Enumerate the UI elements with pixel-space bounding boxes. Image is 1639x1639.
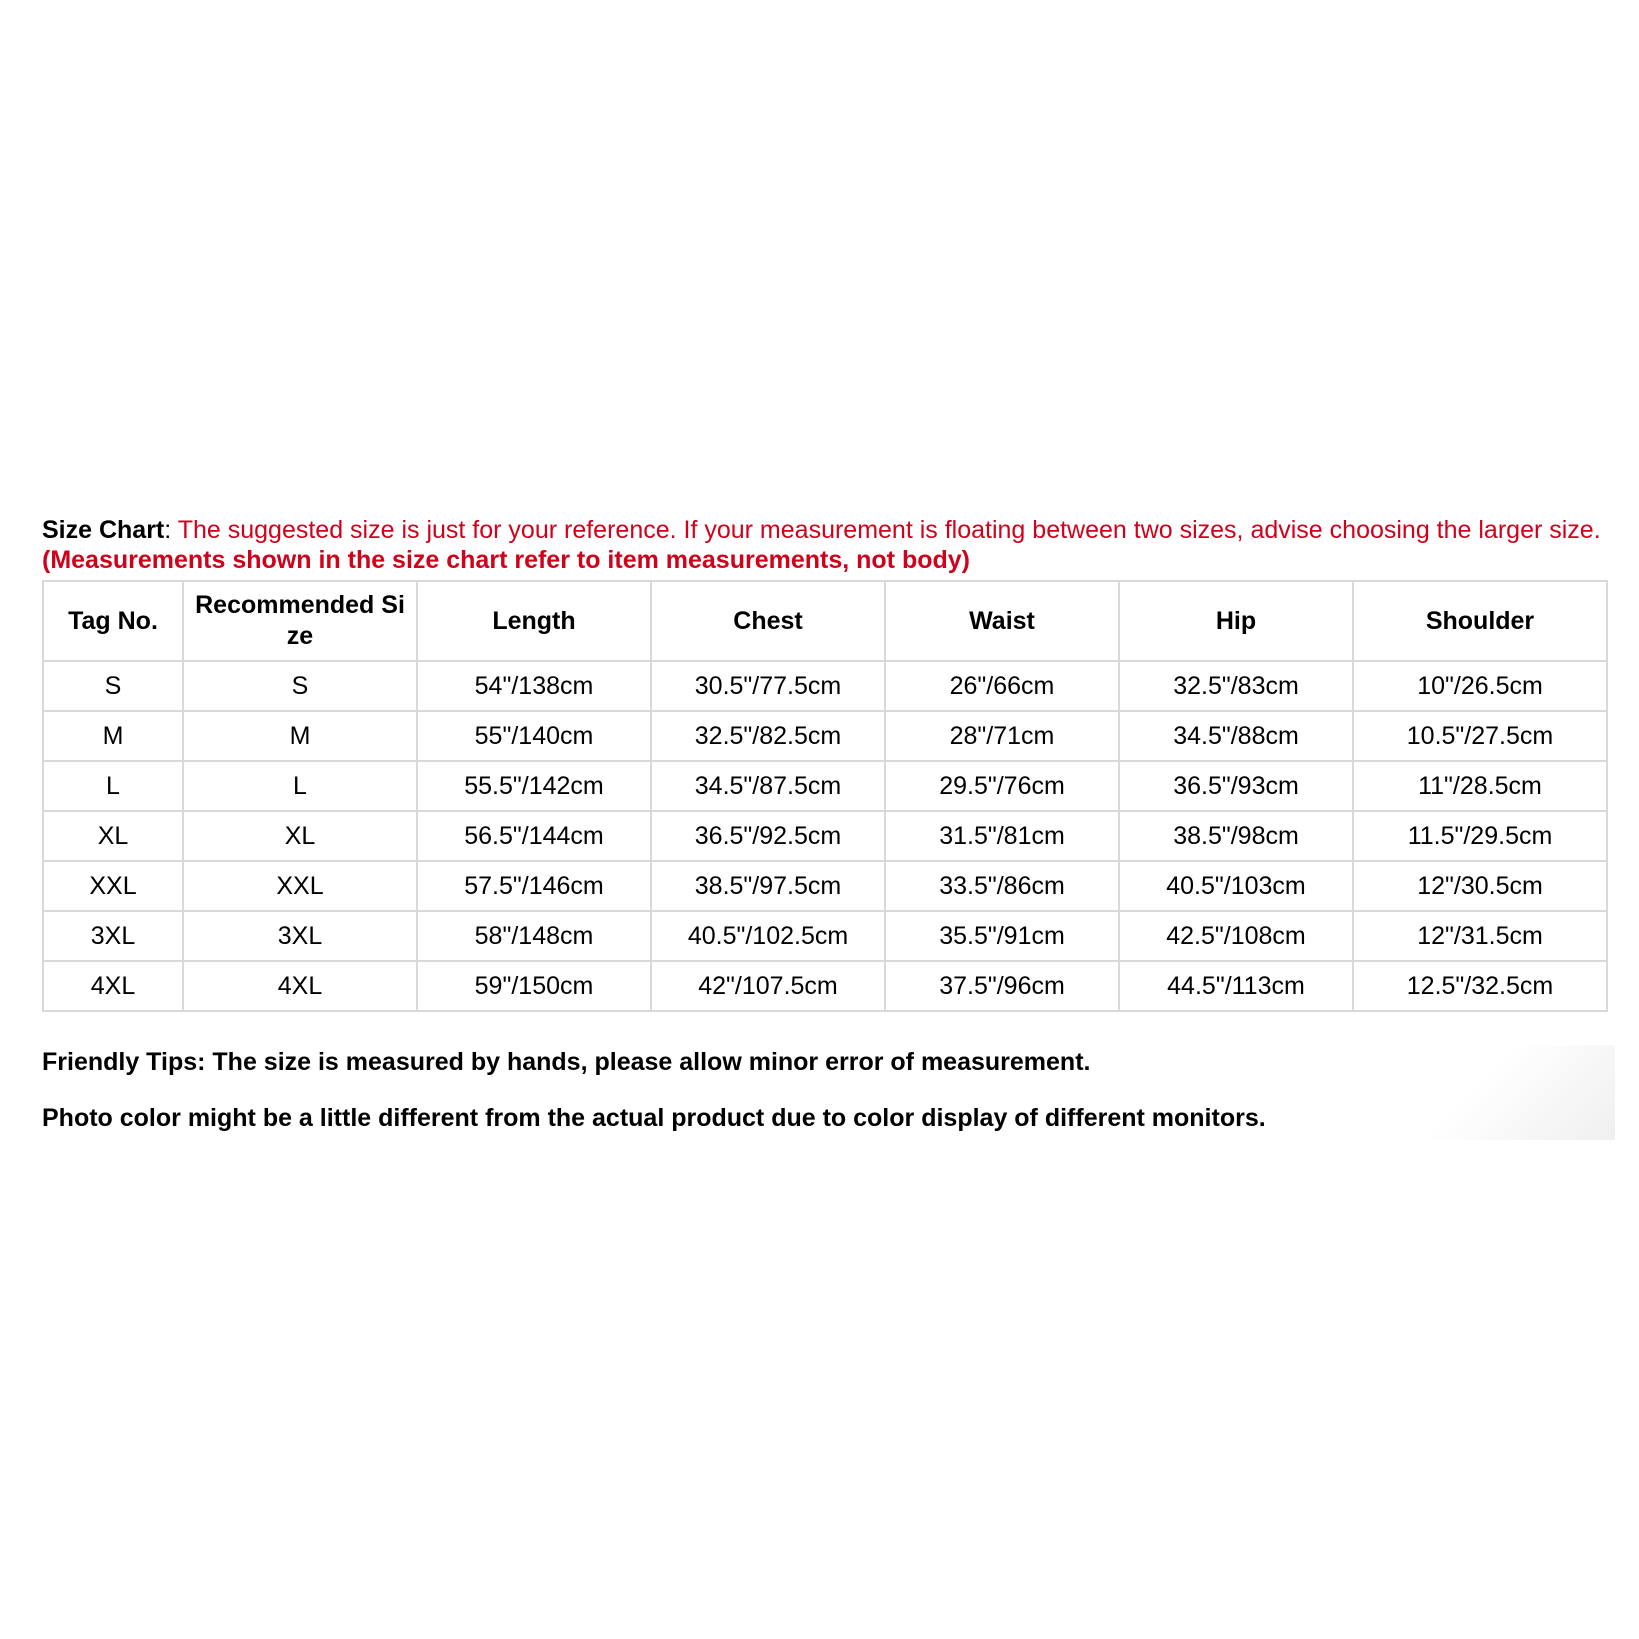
- cell-tag-no: 3XL: [43, 911, 183, 961]
- cell-waist: 29.5"/76cm: [885, 761, 1119, 811]
- cell-chest: 32.5"/82.5cm: [651, 711, 885, 761]
- cell-waist: 26"/66cm: [885, 661, 1119, 711]
- photo-color-note: Photo color might be a little different from the actual product due to color display of different monitors.: [42, 1104, 1266, 1132]
- cell-recommended-size: M: [183, 711, 417, 761]
- cell-shoulder: 12"/30.5cm: [1353, 861, 1607, 911]
- cell-hip: 42.5"/108cm: [1119, 911, 1353, 961]
- cell-tag-no: XXL: [43, 861, 183, 911]
- cell-hip: 40.5"/103cm: [1119, 861, 1353, 911]
- cell-recommended-size: 4XL: [183, 961, 417, 1011]
- size-chart-colon: :: [164, 516, 178, 544]
- cell-recommended-size: L: [183, 761, 417, 811]
- table-row: [43, 861, 1607, 911]
- cell-length: 58"/148cm: [417, 911, 651, 961]
- cell-hip: 44.5"/113cm: [1119, 961, 1353, 1011]
- cell-shoulder: 12.5"/32.5cm: [1353, 961, 1607, 1011]
- cell-shoulder: 10.5"/27.5cm: [1353, 711, 1607, 761]
- cell-tag-no: S: [43, 661, 183, 711]
- cell-chest: 36.5"/92.5cm: [651, 811, 885, 861]
- cell-waist: 37.5"/96cm: [885, 961, 1119, 1011]
- table-row: [43, 961, 1607, 1011]
- header-waist: Waist: [885, 581, 1119, 661]
- cell-shoulder: 11.5"/29.5cm: [1353, 811, 1607, 861]
- cell-tag-no: M: [43, 711, 183, 761]
- header-recommended-size: Recommended Si ze: [183, 581, 417, 661]
- table-row: [43, 761, 1607, 811]
- header-length: Length: [417, 581, 651, 661]
- header-hip: Hip: [1119, 581, 1353, 661]
- cell-hip: 36.5"/93cm: [1119, 761, 1353, 811]
- cell-recommended-size: S: [183, 661, 417, 711]
- cell-shoulder: 12"/31.5cm: [1353, 911, 1607, 961]
- background-shading: [1430, 1045, 1615, 1140]
- size-chart-emphasis: (Measurements shown in the size chart refer to item measurements, not body): [42, 546, 970, 574]
- cell-chest: 40.5"/102.5cm: [651, 911, 885, 961]
- cell-hip: 38.5"/98cm: [1119, 811, 1353, 861]
- cell-length: 55.5"/142cm: [417, 761, 651, 811]
- cell-length: 55"/140cm: [417, 711, 651, 761]
- cell-tag-no: L: [43, 761, 183, 811]
- table-row: [43, 911, 1607, 961]
- header-tag-no: Tag No.: [43, 581, 183, 661]
- header-chest: Chest: [651, 581, 885, 661]
- cell-chest: 42"/107.5cm: [651, 961, 885, 1011]
- cell-recommended-size: 3XL: [183, 911, 417, 961]
- cell-tag-no: 4XL: [43, 961, 183, 1011]
- cell-shoulder: 11"/28.5cm: [1353, 761, 1607, 811]
- cell-chest: 30.5"/77.5cm: [651, 661, 885, 711]
- cell-length: 56.5"/144cm: [417, 811, 651, 861]
- cell-shoulder: 10"/26.5cm: [1353, 661, 1607, 711]
- cell-tag-no: XL: [43, 811, 183, 861]
- cell-length: 59"/150cm: [417, 961, 651, 1011]
- size-table: [42, 580, 1608, 1012]
- friendly-tips: Friendly Tips: The size is measured by hands, please allow minor error of measurement.: [42, 1048, 1091, 1076]
- size-chart-label: Size Chart: [42, 516, 165, 544]
- table-row: [43, 711, 1607, 761]
- cell-length: 57.5"/146cm: [417, 861, 651, 911]
- cell-recommended-size: XXL: [183, 861, 417, 911]
- cell-waist: 31.5"/81cm: [885, 811, 1119, 861]
- cell-chest: 34.5"/87.5cm: [651, 761, 885, 811]
- cell-hip: 32.5"/83cm: [1119, 661, 1353, 711]
- cell-waist: 28"/71cm: [885, 711, 1119, 761]
- cell-recommended-size: XL: [183, 811, 417, 861]
- cell-hip: 34.5"/88cm: [1119, 711, 1353, 761]
- cell-length: 54"/138cm: [417, 661, 651, 711]
- cell-chest: 38.5"/97.5cm: [651, 861, 885, 911]
- table-row: [43, 661, 1607, 711]
- table-row: [43, 811, 1607, 861]
- header-shoulder: Shoulder: [1353, 581, 1607, 661]
- cell-waist: 33.5"/86cm: [885, 861, 1119, 911]
- size-chart-note: The suggested size is just for your reference. If your measurement is floating between two sizes, advise choosing the larger size.: [177, 516, 1601, 544]
- cell-waist: 35.5"/91cm: [885, 911, 1119, 961]
- size-chart-intro: [42, 515, 1612, 575]
- header-row: [43, 581, 1607, 661]
